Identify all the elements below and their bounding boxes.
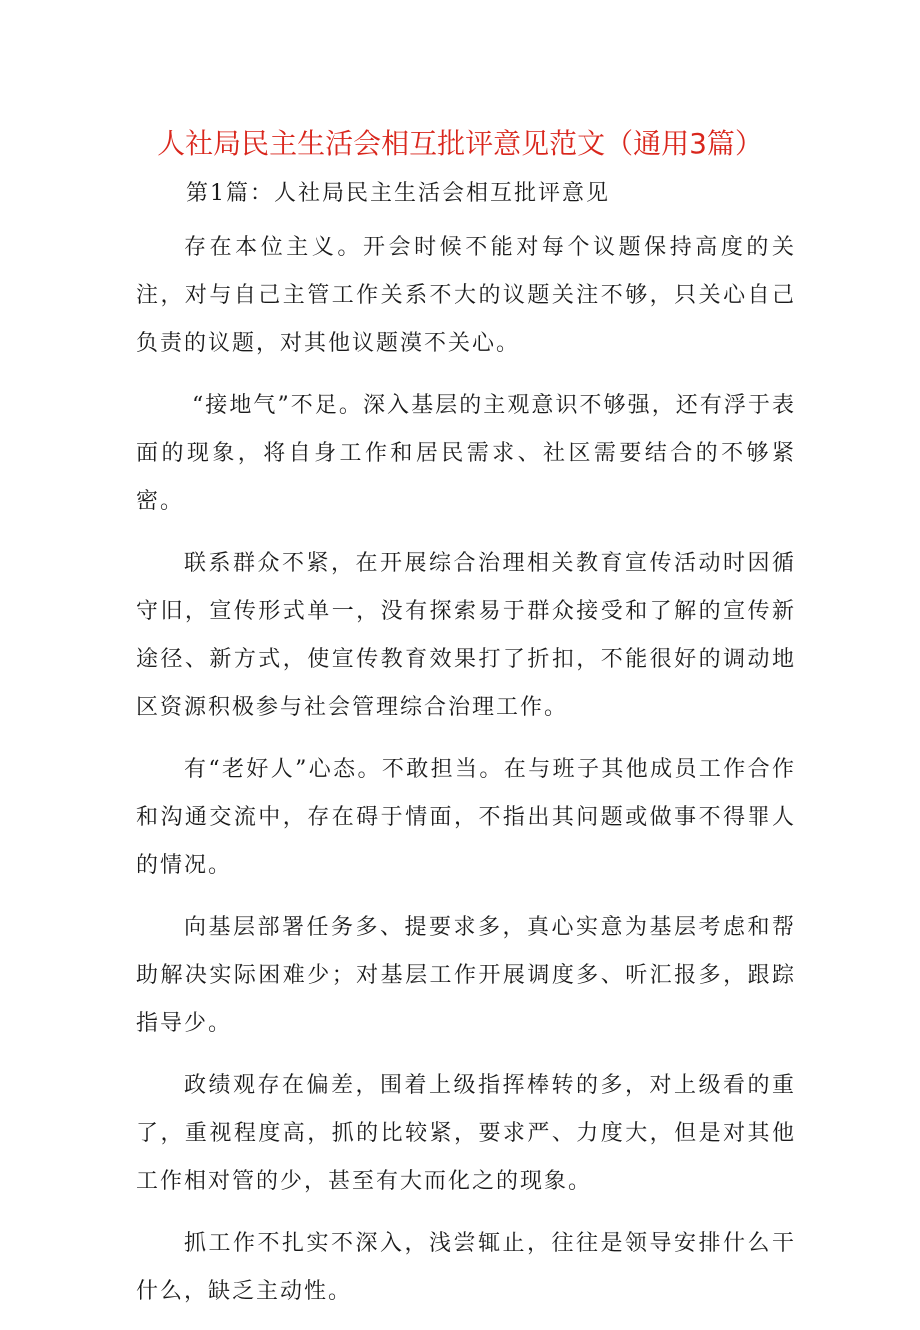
paragraph: 联系群众不紧，在开展综合治理相关教育宣传活动时因循守旧，宣传形式单一，没有探索易于群众接受和了解的宣传新途径、新方式，使宣传教育效果打了折扣，不能很好的调动地区资源积极参与社会管理综合治理工作。 (136, 551, 796, 720)
paragraph: “接地气”不足。深入基层的主观意识不够强，还有浮于表面的现象，将自身工作和居民需求、社区需要结合的不够紧密。 (136, 393, 796, 514)
document-title: 人社局民主生活会相互批评意见范文（通用3篇） (157, 127, 763, 160)
paragraph: 向基层部署任务多、提要求多，真心实意为基层考虑和帮助解决实际困难少；对基层工作开展调度多、听汇报多，跟踪指导少。 (136, 915, 796, 1036)
paragraph: 有“老好人”心态。不敢担当。在与班子其他成员工作合作和沟通交流中，存在碍于情面，不指出其问题或做事不得罪人的情况。 (136, 757, 796, 878)
paragraph: 抓工作不扎实不深入，浅尝辄止，往往是领导安排什么干什么，缺乏主动性。 (136, 1231, 796, 1304)
paragraph: 存在本位主义。开会时候不能对每个议题保持高度的关注，对与自己主管工作关系不大的议题关注不够，只关心自己负责的议题，对其他议题漠不关心。 (136, 235, 796, 356)
section-heading: 第1篇：人社局民主生活会相互批评意见 (186, 181, 610, 206)
paragraph: 政绩观存在偏差，围着上级指挥棒转的多，对上级看的重了，重视程度高，抓的比较紧，要求严、力度大，但是对其他工作相对管的少，甚至有大而化之的现象。 (136, 1073, 796, 1194)
document-body (136, 224, 796, 1330)
